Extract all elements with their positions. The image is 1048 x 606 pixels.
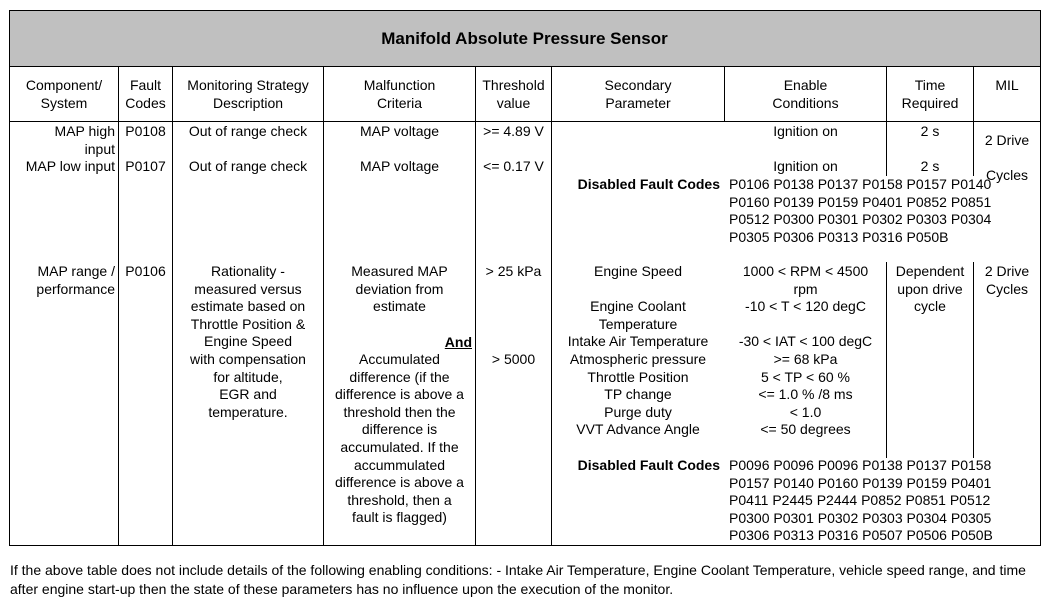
table-title-bar — [9, 11, 1040, 67]
header-mil: MIL — [995, 77, 1019, 93]
header-fault-codes: Fault Codes — [125, 77, 166, 111]
row1-code-high: P0108 — [125, 123, 166, 139]
row2-secondary-tp-change: TP change — [604, 386, 672, 402]
row1-code-low: P0107 — [125, 158, 166, 174]
row2-time: Dependent upon drive cycle — [895, 263, 965, 315]
row1-criteria-high: MAP voltage — [359, 123, 440, 139]
row1-threshold-low: <= 0.17 V — [483, 158, 544, 174]
table-title: Manifold Absolute Pressure Sensor — [381, 29, 668, 48]
row1-component-high: MAP high input — [54, 123, 115, 157]
row2-mil: 2 Drive Cycles — [984, 263, 1030, 297]
header-malfunction: Malfunction Criteria — [363, 77, 436, 111]
row2-enable-rpm: 1000 < RPM < 4500 rpm — [742, 263, 869, 297]
table-border-top — [9, 10, 1041, 11]
row1-criteria-low: MAP voltage — [359, 158, 440, 174]
row2-code: P0106 — [125, 263, 166, 279]
row2-enable-tp: 5 < TP < 60 % — [761, 369, 850, 385]
row2-disabled-codes: P0096 P0096 P0096 P0138 P0137 P0158 P0157 P0140 P0160 P0139 P0159 P0401 P0411 P2445 P2444 P0852 P0851 P0512 P0300 P0301 P0302 P0303 P0304 P0305 P0306 P0313 P0316 P0507 P0506 P050B — [729, 457, 993, 544]
row2-secondary-purge: Purge duty — [604, 404, 672, 420]
header-secondary: Secondary Parameter — [604, 77, 672, 111]
row2-threshold-1: > 25 kPa — [485, 263, 542, 279]
table-border-bottom — [9, 545, 1041, 546]
row2-and-label: And — [444, 334, 472, 350]
row2-enable-vvt: <= 50 degrees — [760, 421, 851, 437]
row2-enable-iat: -30 < IAT < 100 degC — [738, 333, 873, 349]
row1-threshold-high: >= 4.89 V — [483, 123, 544, 139]
row1-strategy-high: Out of range check — [188, 123, 308, 139]
row2-secondary-atm: Atmospheric pressure — [569, 351, 707, 367]
row2-secondary-iat: Intake Air Temperature — [567, 333, 709, 349]
row1-disabled-label: Disabled Fault Codes — [577, 176, 720, 192]
row1-component-low: MAP low input — [25, 158, 115, 174]
row2-enable-atm: >= 68 kPa — [773, 351, 838, 367]
header-threshold: Threshold value — [482, 77, 545, 111]
row1-time-high: 2 s — [920, 123, 940, 139]
row2-secondary-coolant: Engine Coolant Temperature — [590, 298, 686, 332]
header-time: Time Required — [901, 77, 959, 111]
header-strategy: Monitoring Strategy Description — [187, 77, 309, 111]
row2-criteria-2: Accumulated difference (if the difference is above a threshold then the difference is accumulated. If the accummulated difference is above a threshold, then a fault is flagged) — [335, 351, 464, 526]
row1-mil: 2 Drive Cycles — [984, 132, 1030, 183]
row2-secondary-tp: Throttle Position — [587, 369, 689, 385]
row1-disabled-codes: P0106 P0138 P0137 P0158 P0157 P0140 P0160 P0139 P0159 P0401 P0852 P0851 P0512 P0300 P0301 P0302 P0303 P0304 P0305 P0306 P0313 P0316 P050B — [729, 176, 992, 245]
row2-criteria-1: Measured MAP deviation from estimate — [351, 263, 448, 315]
row1-time-low: 2 s — [920, 158, 940, 174]
row1-enable-low: Ignition on — [773, 158, 838, 174]
row2-secondary-vvt: VVT Advance Angle — [576, 421, 700, 437]
header-component: Component/ System — [25, 77, 103, 111]
row2-secondary-engine-speed: Engine Speed — [594, 263, 682, 279]
row1-strategy-low: Out of range check — [188, 158, 308, 174]
footnote: If the above table does not include details of the following enabling conditions: - Intake Air Temperature, Engine Coolant Temperature, vehicle speed range, and time after engine start-up then the state of these parameters has no influence upon the execution of the monitor. — [10, 562, 1026, 597]
row2-enable-coolant: -10 < T < 120 degC — [745, 298, 866, 314]
row2-threshold-2: > 5000 — [491, 351, 536, 367]
row2-disabled-label: Disabled Fault Codes — [577, 457, 720, 473]
table-border-right — [1040, 10, 1041, 546]
header-enable: Enable Conditions — [772, 77, 839, 111]
row2-strategy: Rationality - measured versus estimate based on Throttle Position & Engine Speed with compensation for altitude, EGR and temperature. — [190, 263, 306, 420]
row2-enable-purge: < 1.0 — [789, 404, 822, 420]
row2-enable-tp-change: <= 1.0 % /8 ms — [758, 386, 853, 402]
row2-component: MAP range / performance — [36, 263, 115, 297]
row1-enable-high: Ignition on — [773, 123, 838, 139]
